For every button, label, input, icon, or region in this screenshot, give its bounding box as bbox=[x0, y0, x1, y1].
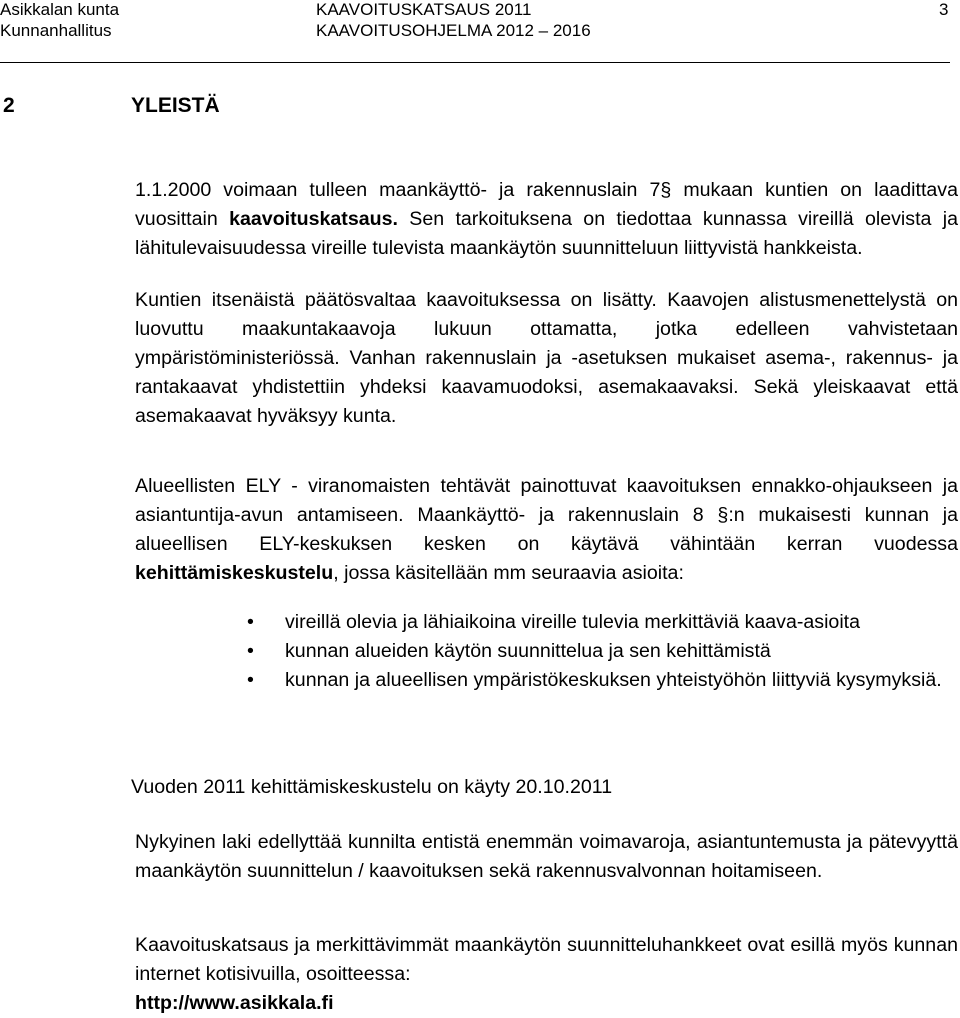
para1-text-a: 1.1.2000 voimaan tulleen maankäyttö- ja rakennuslain 7 bbox=[135, 179, 661, 201]
list-item bbox=[135, 637, 958, 666]
para2-text: Kuntien itsenäistä päätösvaltaa kaavoituksessa on lisätty. Kaavojen alistusmenettelystä on luovuttu maakuntakaavoja lukuun ottamatta, jotka edelleen vahvistetaan ympäristöministeriössä. Vanhan rakennuslain ja -asetuksen mukaiset asema-, rakennus- ja rantakaavat yhdistettiin yhdeksi kaavamuodoksi, asemakaavaksi. Sekä yleiskaavat että asemakaavat hyväksyy kunta. bbox=[135, 289, 958, 427]
para3-text-c: , jossa käsitellään mm seuraavia asioita: bbox=[333, 562, 684, 584]
list-item bbox=[135, 666, 958, 695]
header-title: KAAVOITUSKATSAUS 2011 bbox=[316, 0, 532, 19]
list-item-text: kunnan alueiden käytön suunnittelua ja sen kehittämistä bbox=[285, 640, 771, 662]
section-number: 2 bbox=[3, 94, 15, 117]
section-title: YLEISTÄ bbox=[131, 94, 220, 117]
paragraph-municipal-autonomy bbox=[135, 286, 958, 431]
bullet-list bbox=[135, 608, 958, 695]
list-item-text: vireillä olevia ja lähiaikoina vireille tulevia merkittäviä kaava-asioita bbox=[285, 611, 861, 633]
section-sign: § bbox=[717, 504, 729, 526]
header-department: Kunnanhallitus bbox=[0, 21, 112, 40]
header-subtitle: KAAVOITUSOHJELMA 2012 – 2016 bbox=[316, 21, 591, 40]
page-number: 3 bbox=[939, 0, 949, 19]
paragraph-planning-review bbox=[135, 176, 958, 263]
para6-text: Kaavoituskatsaus ja merkittävimmät maankäytön suunnitteluhankkeet ovat esillä myös kunnan internet kotisivuilla, osoitteessa: bbox=[135, 934, 958, 985]
bullet-icon: • bbox=[247, 611, 254, 633]
section-sign: § bbox=[660, 179, 672, 201]
website-link[interactable]: http://www.asikkala.fi bbox=[135, 992, 334, 1014]
header-rule bbox=[0, 62, 950, 63]
list-item-text: kunnan ja alueellisen ympäristökeskuksen yhteistyöhön liittyviä kysymyksiä. bbox=[285, 669, 942, 691]
bullet-icon: • bbox=[247, 669, 254, 691]
para4-text: Vuoden 2011 kehittämiskeskustelu on käyty 20.10.2011 bbox=[131, 776, 613, 798]
para1-text-c: Sen tarkoituksena on tiedottaa kunnassa vireillä olevista ja lähitulevaisuudessa vireille tulevista maankäytön suunnitteluun liittyvistä hankkeista. bbox=[135, 208, 958, 259]
list-item bbox=[135, 608, 958, 637]
para1-text-b: mukaan kuntien on laadittava vuosittain bbox=[135, 179, 958, 230]
paragraph-website bbox=[135, 931, 958, 1018]
paragraph-resources bbox=[135, 828, 958, 886]
para5-text: Nykyinen laki edellyttää kunnilta entistä enemmän voimavaroja, asiantuntemusta ja pätevyyttä maankäytön suunnittelun / kaavoituksen sekä rakennusvalvonnan hoitamiseen. bbox=[135, 831, 958, 882]
paragraph-ely-authorities bbox=[135, 472, 958, 588]
para3-text-b: :n mukaisesti kunnan ja alueellisen ELY-keskuksen kesken on käytävä vähintään kerran vuodessa bbox=[135, 504, 958, 555]
paragraph-development-discussion bbox=[131, 773, 954, 802]
bullet-icon: • bbox=[247, 640, 254, 662]
para1-bold-term: kaavoituskatsaus. bbox=[229, 208, 398, 230]
para3-bold-term: kehittämiskeskustelu bbox=[135, 562, 334, 584]
header-organization: Asikkalan kunta bbox=[0, 0, 120, 19]
para3-text-a: Alueellisten ELY - viranomaisten tehtävät painottuvat kaavoituksen ennakko-ohjaukseen ja asiantuntija-avun antamiseen. Maankäyttö- ja rakennuslain 8 bbox=[135, 475, 958, 526]
